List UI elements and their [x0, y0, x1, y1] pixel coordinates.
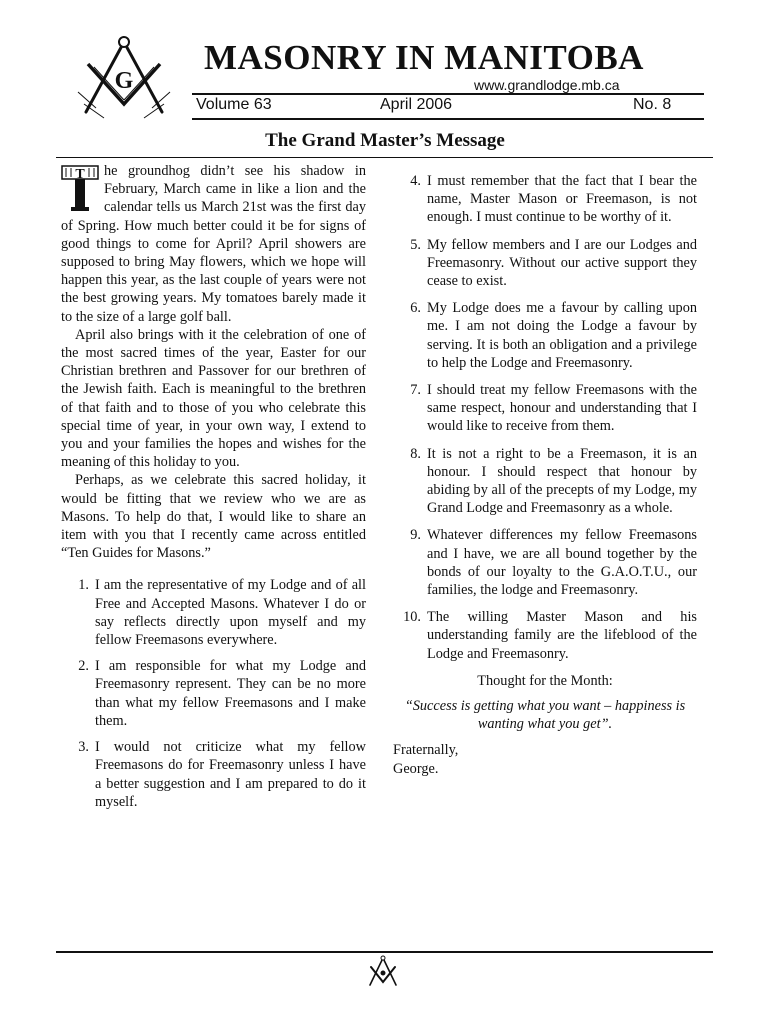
intro-paragraph: he groundhog didn’t see his shadow in February, March came in like a lion and the calendar tells us March 21st was the first day of Spring. How much better could it be for signs of good things to come for April? April showers are supposed to bring May flowers, which we hope will happen this year, as the last couple of years were not the best growing years. My tomatoes barely made it to the size of a large golf ball. [61, 163, 366, 325]
monthly-quote: “Success is getting what you want – happiness is wanting what you get”. [404, 698, 686, 733]
list-item: 2. I am responsible for what my Lodge and Freemasonry represent. They can be no more than what my fellow Freemasons and I make them. [78, 658, 366, 729]
heading-rule [56, 157, 713, 158]
guides-list-part-1 [61, 576, 366, 810]
square-and-compass-logo [74, 34, 174, 120]
list-item: 6. My Lodge does me a favour by calling upon me. I am not doing the Lodge a favour by serving. It is both an obligation and a privilege to help the Lodge and Freemasonry. [410, 300, 697, 371]
list-item: 3. I would not criticize what my fellow Freemasons do for Freemasonry unless I have a better suggestion and I am prepared to do it myself. [78, 739, 366, 810]
masthead-top-rule [192, 93, 704, 95]
drop-cap-letter: T [75, 167, 85, 182]
easter-paragraph: April also brings with it the celebration of one of the most sacred times of the year, Easter for our Christian brethren and Passover for our brethren of the Jewish faith. Each is meaningful to the brethren of that faith and to those of you who celebrate this special time of year, in your own way, I extend to you and your families the hopes and wishes for the meaning of this holiday to you. [61, 326, 366, 471]
drop-cap [61, 165, 99, 215]
masthead-bottom-rule [192, 118, 704, 120]
list-item: 7. I should treat my fellow Freemasons with the same respect, honour and understanding that I would like to receive from them. [410, 382, 697, 435]
sign-off: Fraternally, [393, 742, 459, 759]
guides-intro-paragraph: Perhaps, as we celebrate this sacred holiday, it would be fitting that we review who we are as Masons. To help do that, I would like to share an item with you that I recently came across entitled “Ten Guides for Masons.” [61, 472, 366, 562]
list-item: 1. I am the representative of my Lodge and of all Free and Accepted Masons. Whatever I do or say reflects directly upon myself and my fellow Freemasons everywhere. [78, 577, 366, 649]
left-column [61, 162, 366, 819]
signature: George. [393, 760, 439, 777]
issue-number: No. 8 [633, 96, 672, 113]
logo-letter: G [114, 68, 134, 94]
website-link[interactable]: www.grandlodge.mb.ca [474, 77, 620, 93]
list-item: 10. The willing Master Mason and his understanding family are the lifeblood of the Lodge and Freemasonry. [403, 609, 697, 662]
list-item: 9. Whatever differences my fellow Freemasons and I have, we are all bound together by the bonds of our loyalty to the G.A.O.T.U., our families, the lodge and Freemasonry. [410, 527, 697, 599]
square-and-compass-icon [366, 955, 400, 989]
list-item: 4. I must remember that the fact that I bear the name, Master Mason or Freemason, is not enough. I must continue to be worthy of it. [410, 173, 697, 226]
right-column [393, 172, 697, 778]
guides-list-part-2 [393, 172, 697, 663]
list-item: 8. It is not a right to be a Freemason, it is an honour. I should respect that honour by abiding by all of the precepts of my Lodge, my Grand Lodge and Freemasonry as a whole. [410, 445, 697, 517]
thought-label: Thought for the Month: [477, 672, 613, 689]
list-item: 5. My fellow members and I are our Lodges and Freemasonry. Without our active support they cease to exist. [410, 236, 697, 290]
issue-date: April 2006 [380, 96, 453, 113]
footer-rule [56, 951, 713, 953]
article-heading: The Grand Master’s Message [265, 130, 505, 151]
newsletter-title: MASONRY IN MANITOBA [204, 38, 644, 77]
volume-label: Volume 63 [196, 96, 272, 113]
